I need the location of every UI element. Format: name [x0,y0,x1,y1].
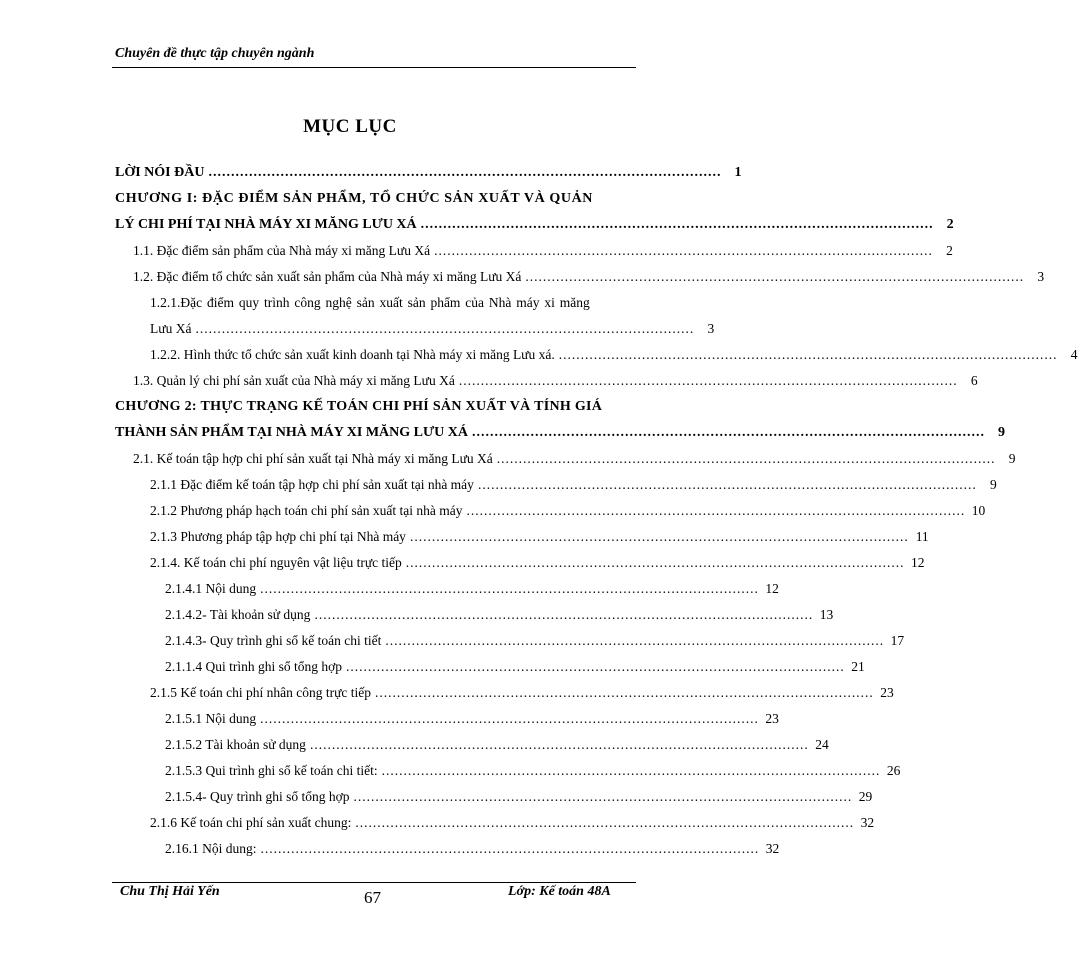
toc-entry[interactable]: 2.16.1 Nội dung: .................................................................................................................. 32 [165,841,780,856]
toc-entry[interactable]: 2.1. Kế toán tập hợp chi phí sản xuất tại Nhà máy xi măng Lưu Xá .................................................................................................................. 9 [133,451,1016,466]
toc-entry-line1[interactable]: CHƯƠNG I: ĐẶC ĐIỂM SẢN PHẨM, TỔ CHỨC SẢN XUẤT VÀ QUẢN [115,191,593,206]
toc-entry[interactable]: 2.1.5.3 Qui trình ghi sổ kế toán chi tiết: .................................................................................................................. 26 [165,763,901,778]
running-header: Chuyên đề thực tập chuyên ngành [115,46,315,61]
footer-class: Lớp: Kế toán 48A [508,884,611,899]
toc-entry[interactable]: 1.2.2. Hình thức tổ chức sản xuất kinh doanh tại Nhà máy xi măng Lưu xá. .................................................................................................................. 4 [150,347,1078,362]
footer-rule [112,882,636,883]
toc-entry[interactable]: 2.1.1 Đặc điểm kế toán tập hợp chi phí sản xuất tại nhà máy .................................................................................................................. 9 [150,477,997,492]
toc-entry[interactable]: 2.1.6 Kế toán chi phí sản xuất chung: .................................................................................................................. 32 [150,815,875,830]
toc-entry[interactable]: 2.1.4.1 Nội dung .................................................................................................................. 12 [165,581,779,596]
toc-entry[interactable]: 2.1.5.1 Nội dung .................................................................................................................. 23 [165,711,779,726]
footer-page-number: 67 [364,888,381,907]
toc-entry[interactable]: 1.1. Đặc điểm sản phẩm của Nhà máy xi măng Lưu Xá .................................................................................................................. 2 [133,243,953,258]
toc-entry[interactable]: 1.2. Đặc điểm tổ chức sản xuất sản phẩm của Nhà máy xi măng Lưu Xá .................................................................................................................. 3 [133,269,1045,284]
toc-entry[interactable]: 2.1.5.2 Tài khoản sử dụng .................................................................................................................. 24 [165,737,829,752]
toc-entry[interactable]: 2.1.5 Kế toán chi phí nhân công trực tiếp .................................................................................................................. 23 [150,685,894,700]
toc-entry[interactable]: 1.3. Quản lý chi phí sản xuất của Nhà máy xi măng Lưu Xá .................................................................................................................. 6 [133,373,978,388]
page-title: MỤC LỤC [303,116,397,137]
toc-entry[interactable]: THÀNH SẢN PHẨM TẠI NHÀ MÁY XI MĂNG LƯU XÁ .................................................................................................................. 9 [115,425,1005,440]
toc-entry[interactable]: 2.1.2 Phương pháp hạch toán chi phí sản xuất tại nhà máy .................................................................................................................. 10 [150,503,986,518]
toc-entry[interactable]: 2.1.3 Phương pháp tập hợp chi phí tại Nhà máy .................................................................................................................. 11 [150,529,929,544]
toc-entry[interactable]: 2.1.4.2- Tài khoản sử dụng .................................................................................................................. 13 [165,607,834,622]
toc-entry[interactable]: 2.1.4. Kế toán chi phí nguyên vật liệu trực tiếp .................................................................................................................. 12 [150,555,925,570]
toc-entry[interactable]: 2.1.1.4 Qui trình ghi sổ tổng hợp .................................................................................................................. 21 [165,659,865,674]
toc-entry[interactable]: 2.1.4.3- Quy trình ghi sổ kế toán chi tiết .................................................................................................................. 17 [165,633,905,648]
footer-author: Chu Thị Hải Yến [120,884,220,899]
toc-entry-line1[interactable]: 1.2.1.Đặc điểm quy trình công nghệ sản xuất sản phẩm của Nhà máy xi măng [150,295,590,310]
toc-entry-line1[interactable]: CHƯƠNG 2: THỰC TRẠNG KẾ TOÁN CHI PHÍ SẢN XUẤT VÀ TÍNH GIÁ [115,399,603,414]
toc-entry[interactable]: LỜI NÓI ĐẦU .................................................................................................................. 1 [115,165,742,180]
header-rule [112,67,636,68]
toc-entry[interactable]: LÝ CHI PHÍ TẠI NHÀ MÁY XI MĂNG LƯU XÁ .................................................................................................................. 2 [115,217,954,232]
toc-entry[interactable]: Lưu Xá .................................................................................................................. 3 [150,321,715,336]
toc-entry[interactable]: 2.1.5.4- Quy trình ghi sổ tổng hợp .................................................................................................................. 29 [165,789,873,804]
